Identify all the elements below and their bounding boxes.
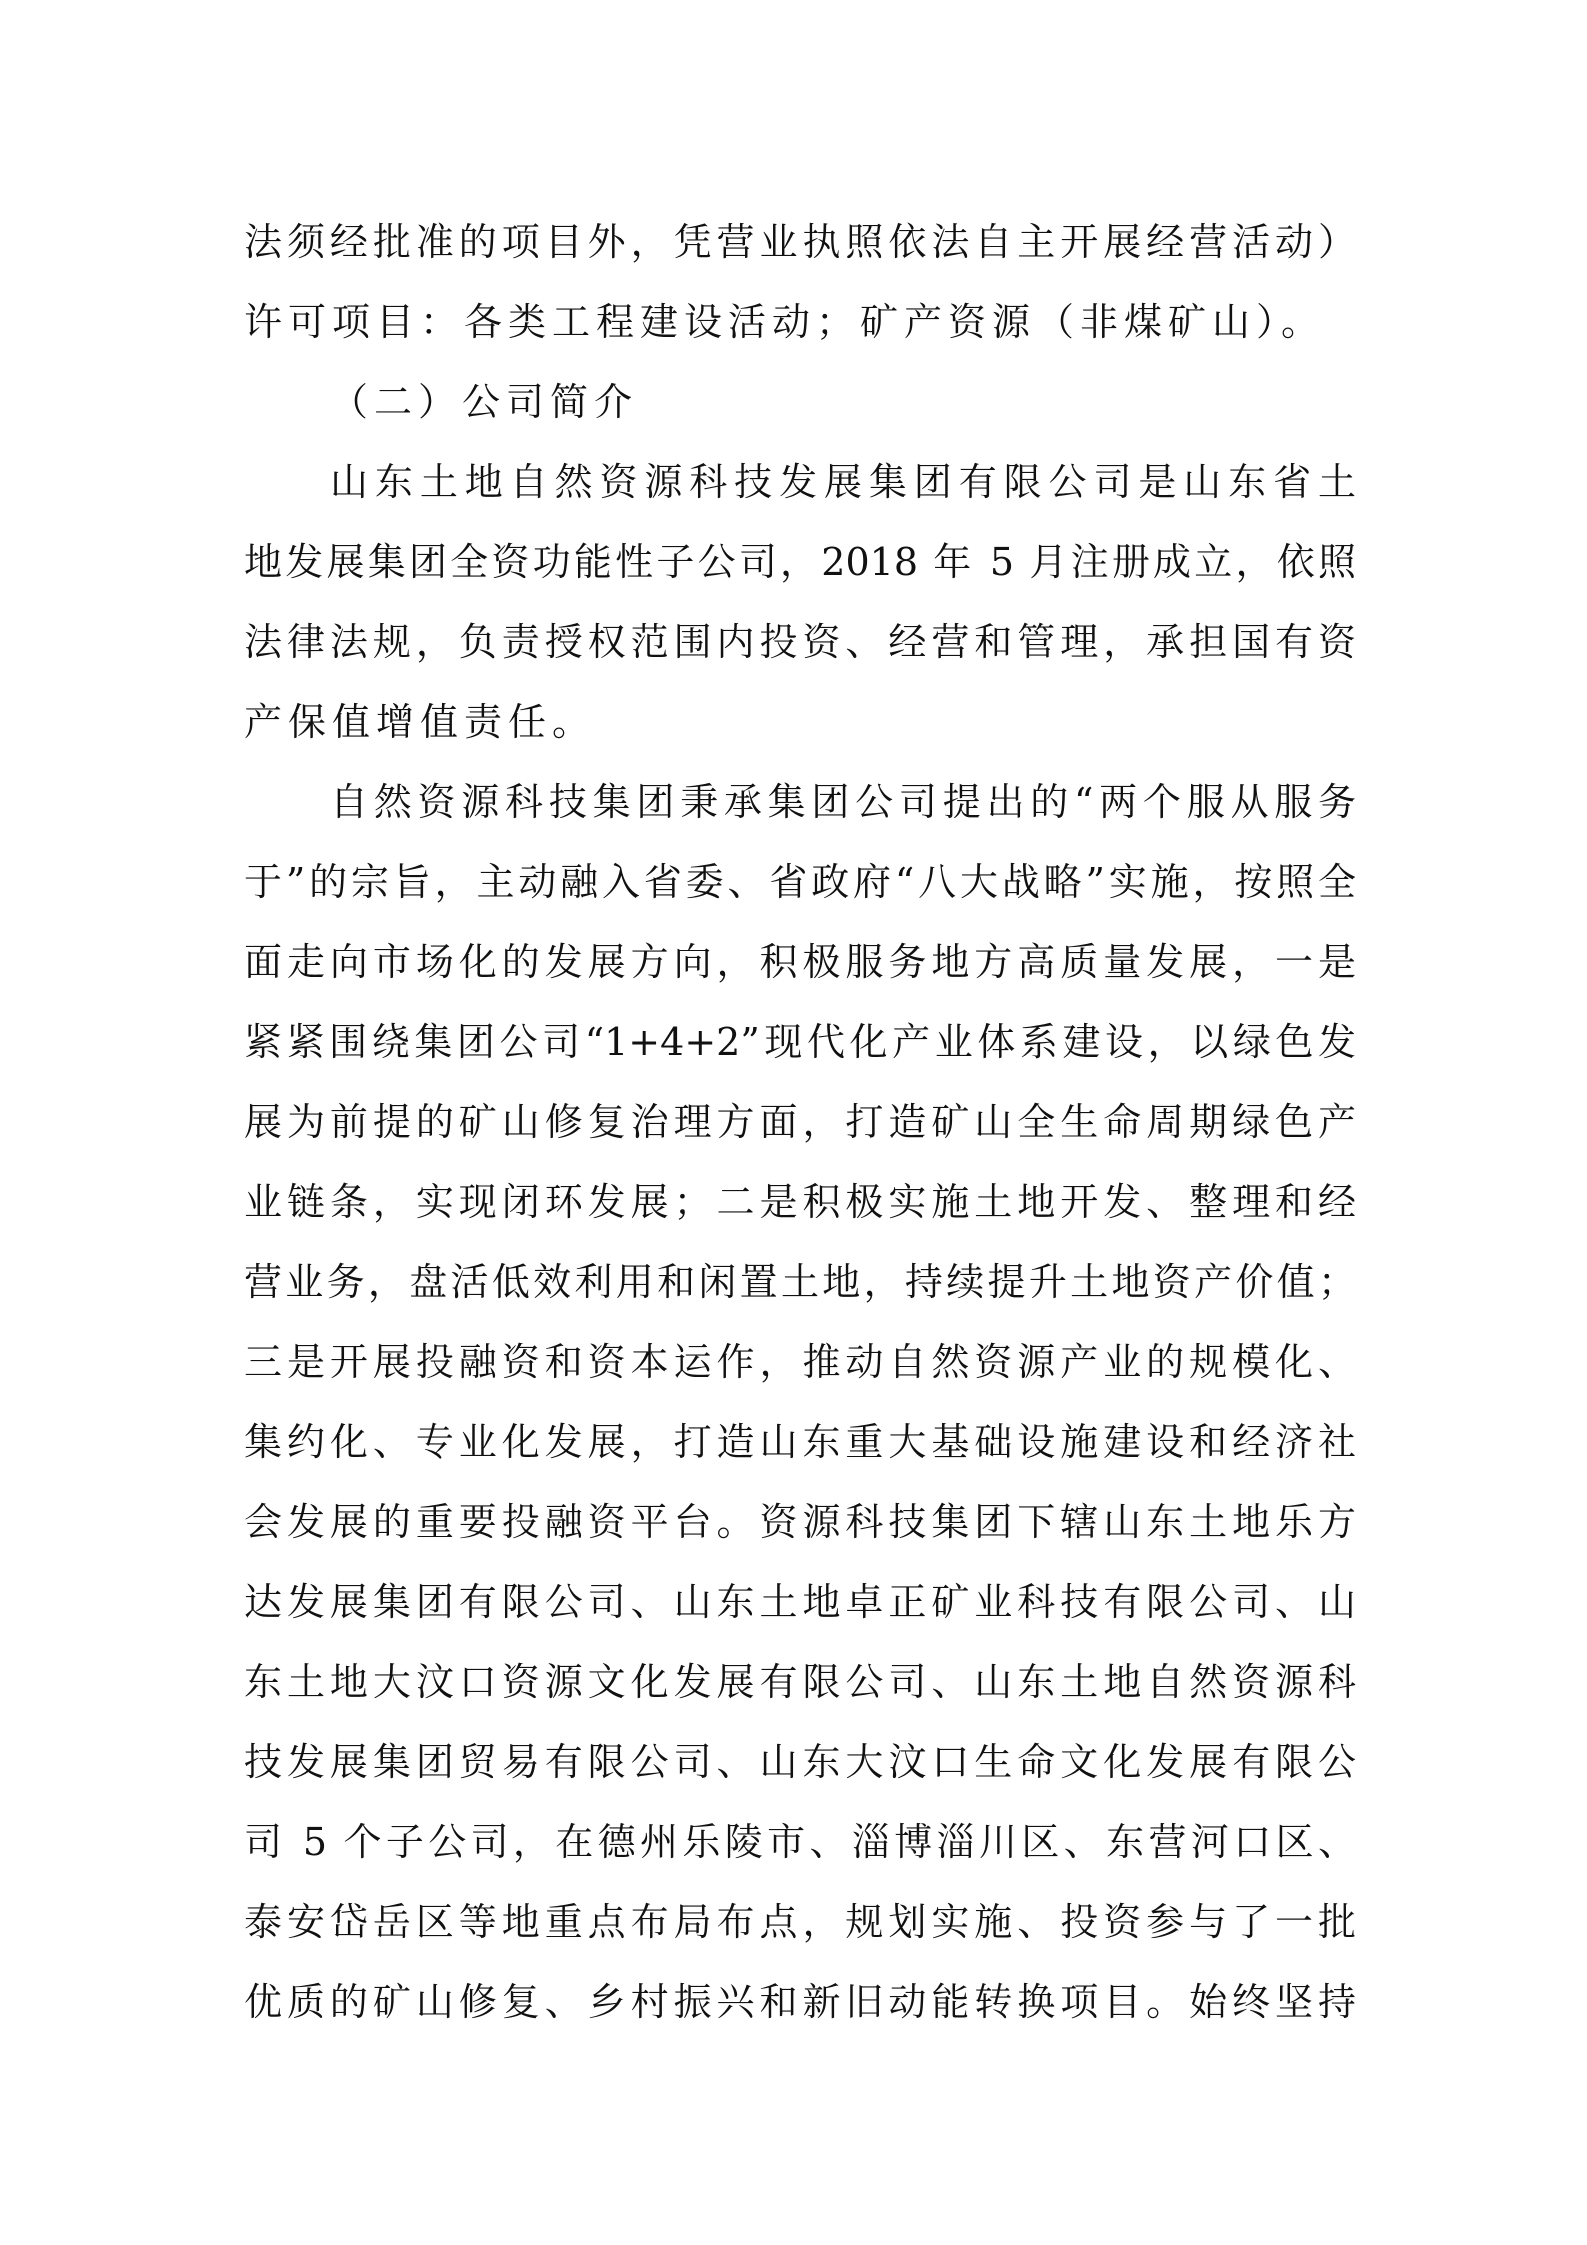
text-line-2: 许可项目：各类工程建设活动；矿产资源（非煤矿山）。 — [244, 300, 1326, 344]
text-line-1: 法须经批准的项目外，凭营业执照依法自主开展经营活动） — [244, 220, 1356, 264]
text-line-5: 地发展集团全资功能性子公司，2018 年 5 月注册成立，依照 — [244, 540, 1356, 584]
text-line-15: 三是开展投融资和资本运作，推动自然资源产业的规模化、 — [244, 1340, 1356, 1384]
section-heading: （二）公司简介 — [330, 380, 639, 424]
text-line-17: 会发展的重要投融资平台。资源科技集团下辖山东土地乐方 — [244, 1500, 1356, 1544]
text-line-6: 法律法规，负责授权范围内投资、经营和管理，承担国有资 — [244, 620, 1356, 664]
text-line-16: 集约化、专业化发展，打造山东重大基础设施建设和经济社 — [244, 1420, 1356, 1464]
text-line-11: 紧紧围绕集团公司“1+4+2”现代化产业体系建设，以绿色发 — [244, 1020, 1356, 1064]
text-line-23: 优质的矿山修复、乡村振兴和新旧动能转换项目。始终坚持 — [244, 1980, 1356, 2024]
text-line-9: 于”的宗旨，主动融入省委、省政府“八大战略”实施，按照全 — [244, 860, 1356, 904]
text-line-19: 东土地大汶口资源文化发展有限公司、山东土地自然资源科 — [244, 1660, 1356, 1704]
text-line-12: 展为前提的矿山修复治理方面，打造矿山全生命周期绿色产 — [244, 1100, 1356, 1144]
text-line-7: 产保值增值责任。 — [244, 700, 597, 744]
text-line-14: 营业务，盘活低效利用和闲置土地，持续提升土地资产价值； — [244, 1260, 1356, 1304]
text-line-20: 技发展集团贸易有限公司、山东大汶口生命文化发展有限公 — [244, 1740, 1356, 1784]
text-line-13: 业链条，实现闭环发展；二是积极实施土地开发、整理和经 — [244, 1180, 1356, 1224]
text-line-4: 山东土地自然资源科技发展集团有限公司是山东省土 — [330, 460, 1356, 504]
text-line-8: 自然资源科技集团秉承集团公司提出的“两个服从服务 — [330, 780, 1356, 824]
text-line-22: 泰安岱岳区等地重点布局布点，规划实施、投资参与了一批 — [244, 1900, 1356, 1944]
text-line-18: 达发展集团有限公司、山东土地卓正矿业科技有限公司、山 — [244, 1580, 1356, 1624]
text-line-21: 司 5 个子公司，在德州乐陵市、淄博淄川区、东营河口区、 — [244, 1820, 1356, 1864]
text-line-10: 面走向市场化的发展方向，积极服务地方高质量发展，一是 — [244, 940, 1356, 984]
